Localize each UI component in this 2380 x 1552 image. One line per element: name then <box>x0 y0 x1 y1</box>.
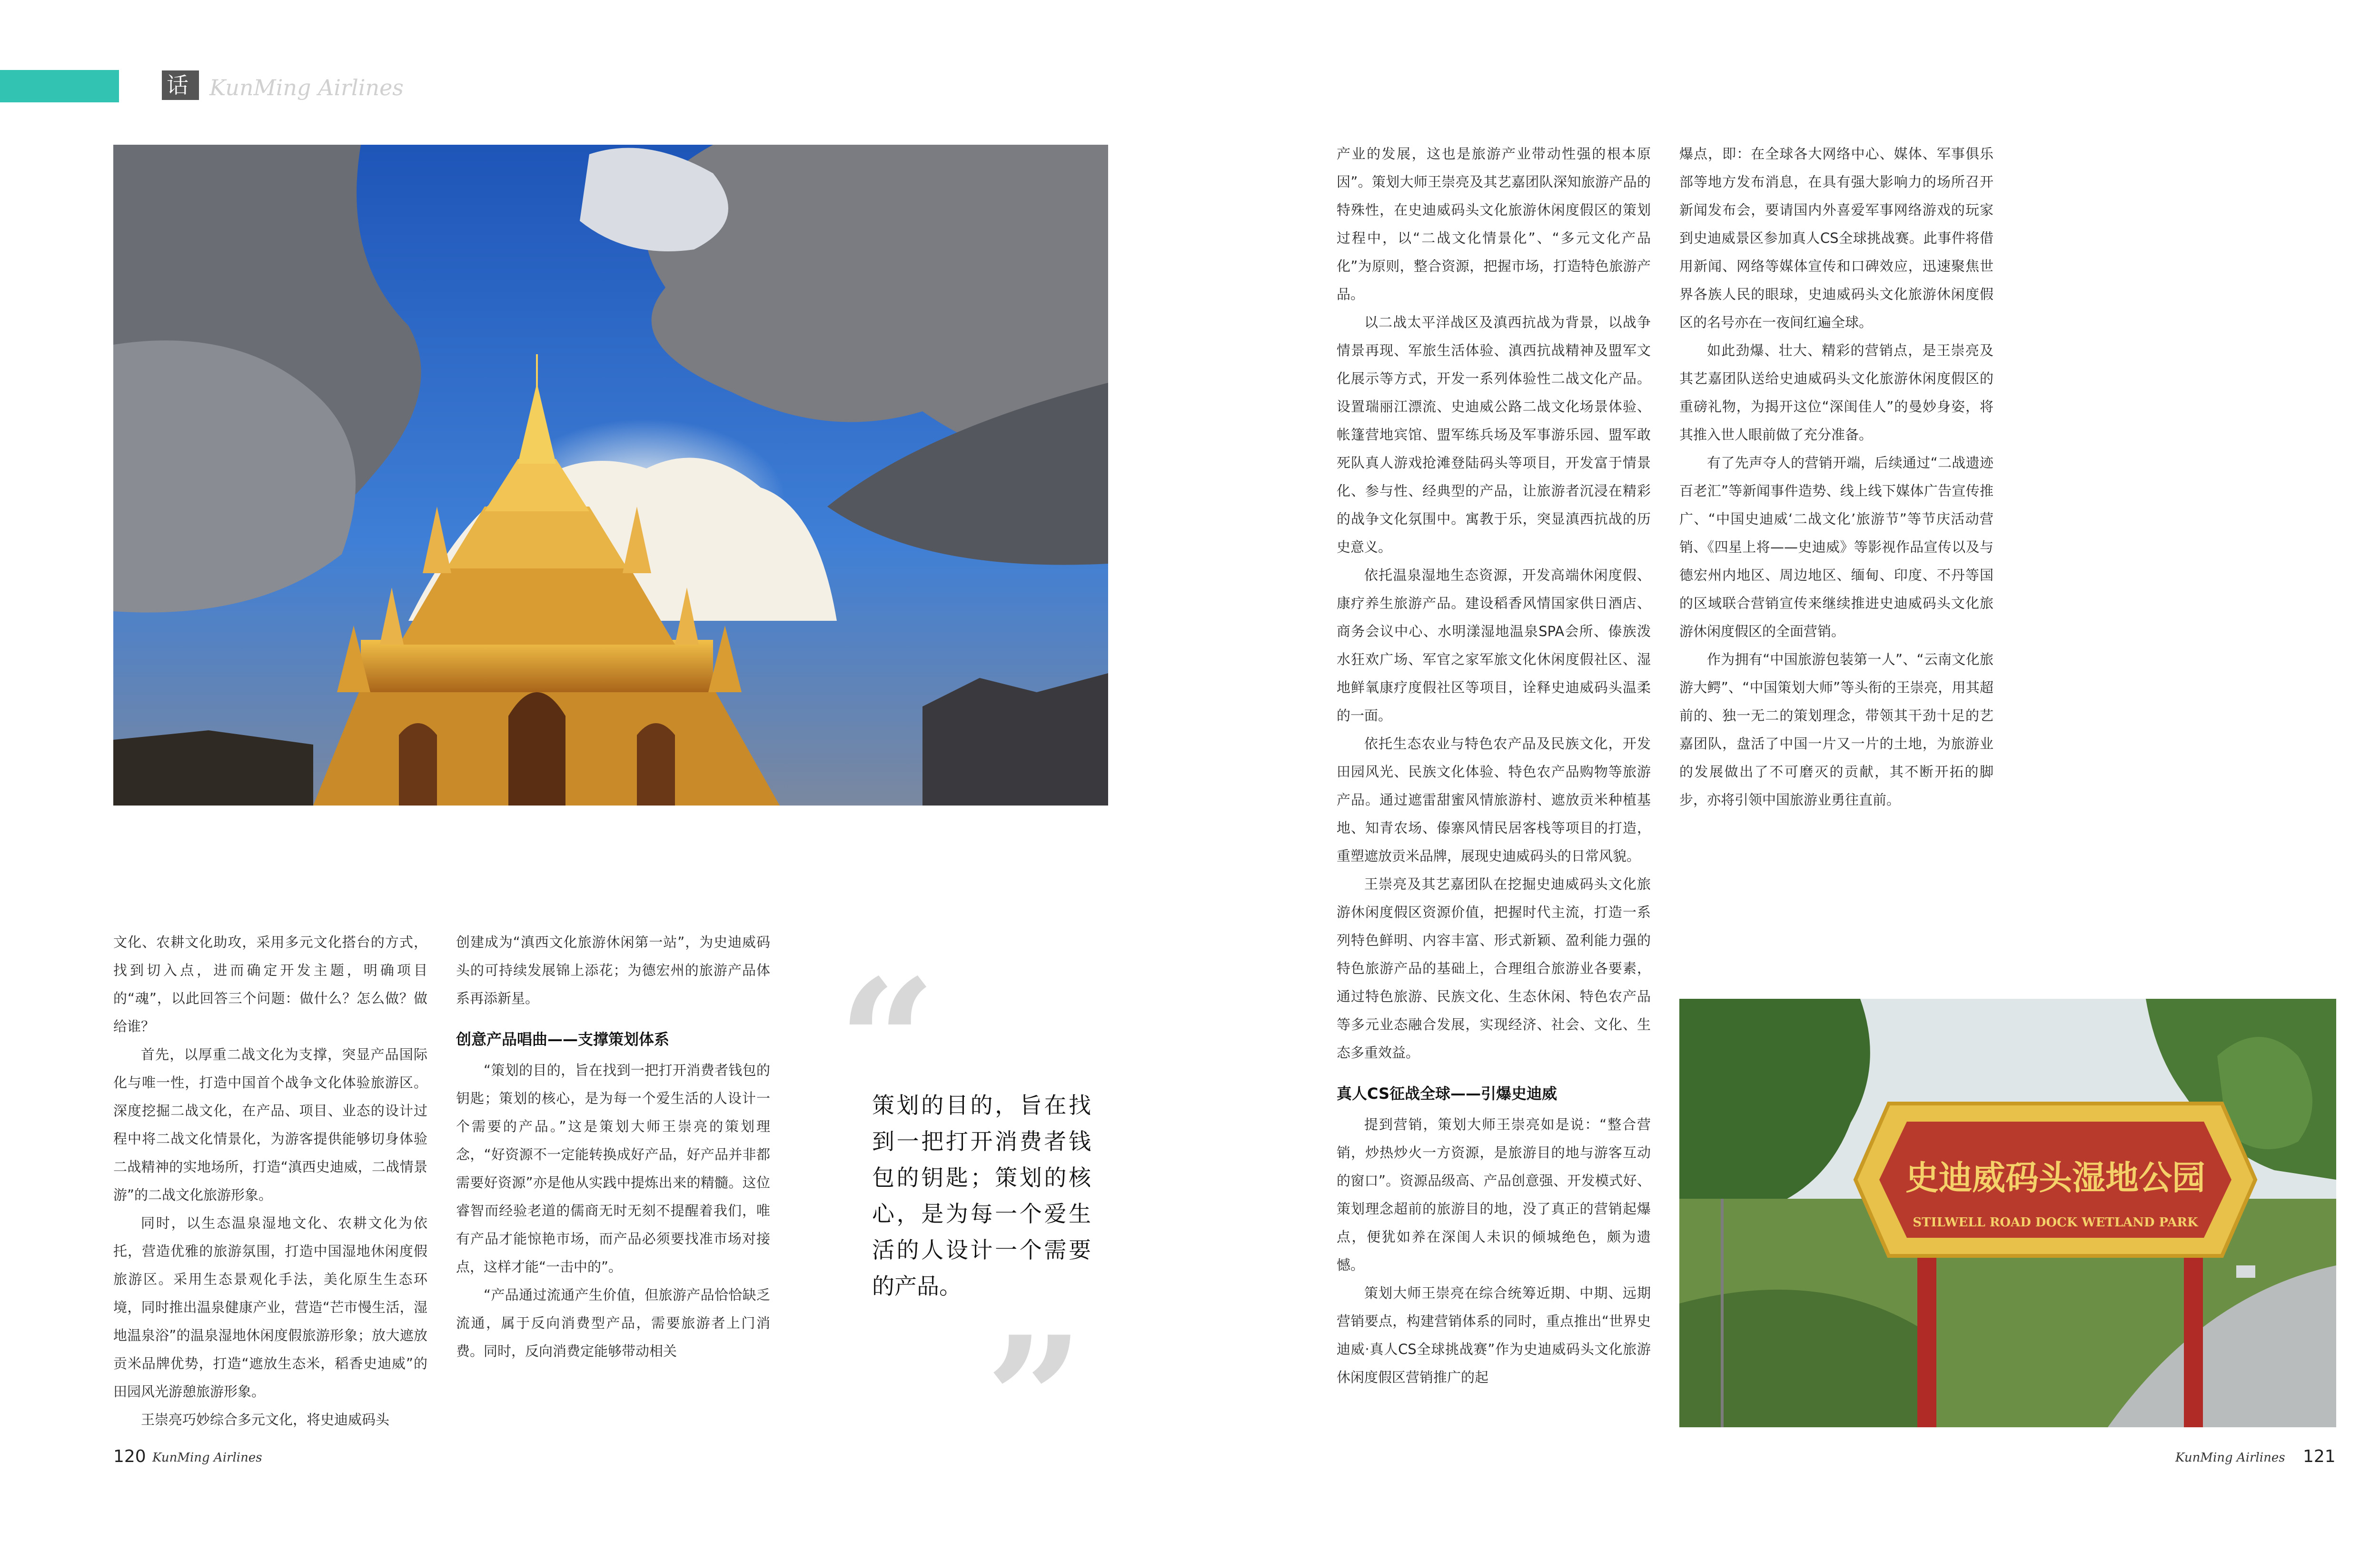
paragraph: 依托生态农业与特色农产品及民族文化，开发田园风光、民族文化体验、特色农产品购物等旅游产品。通过遮雷甜蜜风情旅游村、遮放贡米种植基地、知青农场、傣寨风情民居客栈等项目的打造，重塑遮放贡米品牌，展现史迪威码头的日常风貌。 <box>1337 736 1651 864</box>
temple-photo <box>113 145 1108 806</box>
paragraph: 如此劲爆、壮大、精彩的营销点，是王崇亮及其艺嘉团队送给史迪威码头文化旅游休闲度假区的重磅礼物，为揭开这位“深闺佳人”的曼妙身姿，将其推入世人眼前做了充分准备。 <box>1679 342 1993 443</box>
paragraph: 首先，以厚重二战文化为支撑，突显产品国际化与唯一性，打造中国首个战争文化体验旅游区。深度挖掘二战文化，在产品、项目、业态的设计过程中将二战文化情景化，为游客提供能够切身体验二战精神的实地场所，打造“滇西史迪威，二战情景游”的二战文化旅游形象。 <box>113 1046 427 1203</box>
paragraph: 王崇亮及其艺嘉团队在挖掘史迪威码头文化旅游休闲度假区资源价值，把握时代主流，打造一系列特色鲜明、内容丰富、形式新颖、盈利能力强的特色旅游产品的基础上，合理组合旅游业各要素，通过特色旅游、民族文化、生态休闲、特色农产品等多元业态融合发展，实现经济、社会、文化、生态多重效益。 <box>1337 876 1651 1061</box>
footer-brand-left: KunMing Airlines <box>152 1451 262 1465</box>
section-title-big: 对 <box>125 68 155 103</box>
text-column-3 <box>1337 140 1651 1392</box>
page-number-left: 120 <box>113 1447 146 1466</box>
sign-text-cn: 史迪威码头湿地公园 <box>1905 1158 2205 1197</box>
paragraph: “产品通过流通产生价值，但旅游产品恰恰缺乏流通，属于反向消费型产品，需要旅游者上门消费。同时，反向消费定能够带动相关 <box>456 1287 770 1359</box>
park-sign <box>1855 1104 2255 1256</box>
section-heading: 创意产品唱曲——支撑策划体系 <box>456 1030 670 1048</box>
temple-illustration <box>113 145 1108 806</box>
paragraph: “策划的目的，旨在找到一把打开消费者钱包的钥匙；策划的核心，是为每一个爱生活的人设计一个需要的产品。”这是策划大师王崇亮的策划理念，“好资源不一定能转换成好产品，好产品并非都需要好资源”亦是他从实践中提炼出来的精髓。这位睿智而经验老道的儒商无时无刻不提醒着我们，唯有产品才能惊艳市场，而产品必须要找准市场对接点，这样才能“一击中的”。 <box>456 1062 770 1275</box>
paragraph: 创建成为“滇西文化旅游休闲第一站”，为史迪威码头的可持续发展锦上添花；为德宏州的旅游产品体系再添新星。 <box>456 934 770 1006</box>
text-column-4 <box>1679 140 1993 814</box>
pull-quote: 策划的目的，旨在找到一把打开消费者钱包的钥匙；策划的核心，是为每一个爱生活的人设计一个需要的产品。 <box>872 1093 1091 1300</box>
close-quote-mark: ” <box>985 1299 1084 1500</box>
paragraph: 有了先声夺人的营销开端，后续通过“二战遗迹百老汇”等新闻事件造势、线上线下媒体广告宣传推广、“中国史迪威‘二战文化’旅游节”等节庆活动营销、《四星上将——史迪威》等影视作品宣传以及与德宏州内地区、周边地区、缅甸、印度、不丹等国的区域联合营销宣传来继续推进史迪威码头文化旅游休闲度假区的全面营销。 <box>1679 455 1993 639</box>
section-heading: 真人CS征战全球——引爆史迪威 <box>1337 1084 1557 1103</box>
sign-text-en: STILWELL ROAD DOCK WETLAND PARK <box>1913 1215 2198 1230</box>
paragraph: 爆点，即：在全球各大网络中心、媒体、军事俱乐部等地方发布消息，在具有强大影响力的场所召开新闻发布会，要请国内外喜爱军事网络游戏的玩家到史迪威景区参加真人CS全球挑战赛。此事件将借用新闻、网络等媒体宣传和口碑效应，迅速聚焦世界各族人民的眼球，史迪威码头文化旅游休闲度假区的名号亦在一夜间红遍全球。 <box>1679 146 1993 330</box>
paragraph: 产业的发展，这也是旅游产业带动性强的根本原因”。策划大师王崇亮及其艺嘉团队深知旅游产品的特殊性，在史迪威码头文化旅游休闲度假区的策划过程中，以“二战文化情景化”、“多元文化产品化”为原则，整合资源，把握市场，打造特色旅游产品。 <box>1337 146 1651 302</box>
paragraph: 王崇亮巧妙综合多元文化，将史迪威码头 <box>141 1412 390 1428</box>
paragraph: 以二战太平洋战区及滇西抗战为背景，以战争情景再现、军旅生活体验、滇西抗战精神及盟军文化展示等方式，开发一系列体验性二战文化产品。设置瑞丽江漂流、史迪威公路二战文化场景体验、帐篷营地宾馆、盟军练兵场及军事游乐园、盟军敢死队真人游戏抢滩登陆码头等项目，开发富于情景化、参与性、经典型的产品，让旅游者沉浸在精彩的战争文化氛围中。寓教于乐，突显滇西抗战的历史意义。 <box>1337 314 1651 555</box>
park-sign-illustration <box>1679 999 2336 1427</box>
brand-watermark: KunMing Airlines <box>209 75 404 100</box>
text-column-2 <box>456 928 770 1365</box>
paragraph: 提到营销，策划大师王崇亮如是说：“整合营销，炒热炒火一方资源，是旅游目的地与游客互动的窗口”。资源品级高、产品创意强、开发模式好、策划理念超前的旅游目的地，没了真正的营销起爆点，便犹如养在深闺人未识的倾城绝色，颇为遗憾。 <box>1337 1116 1651 1273</box>
page-number-right: 121 <box>2303 1447 2336 1466</box>
footer-brand-right: KunMing Airlines <box>2175 1451 2285 1465</box>
paragraph: 策划大师王崇亮在综合统筹近期、中期、远期营销要点，构建营销体系的同时，重点推出“世界史迪威·真人CS全球挑战赛”作为史迪威码头文化旅游休闲度假区营销推广的起 <box>1337 1285 1651 1385</box>
header-band <box>0 70 119 102</box>
paragraph: 依托温泉湿地生态资源，开发高端休闲度假、康疗养生旅游产品。建设稻香风情国家供日酒店、商务会议中心、水明漾湿地温泉SPA会所、傣族泼水狂欢广场、军官之家军旅文化休闲度假社区、湿地鲜氧康疗度假社区等项目，诠释史迪威码头温柔的一面。 <box>1337 567 1651 724</box>
wetland-sign-photo <box>1679 999 2336 1427</box>
paragraph: 作为拥有“中国旅游包装第一人”、“云南文化旅游大鳄”、“中国策划大师”等头衔的王崇亮，用其超前的、独一无二的策划理念，带领其干劲十足的艺嘉团队，盘活了中国一片又一片的土地，为旅游业的发展做出了不可磨灭的贡献，其不断开拓的脚步，亦将引领中国旅游业勇往直前。 <box>1679 651 1993 808</box>
text-column-1 <box>113 928 427 1434</box>
open-quote-mark: “ <box>838 942 937 1143</box>
paragraph: 同时，以生态温泉湿地文化、农耕文化为依托，营造优雅的旅游氛围，打造中国湿地休闲度假旅游区。采用生态景观化手法，美化原生生态环境，同时推出温泉健康产业，营造“芒市慢生活，湿地温泉浴”的温泉湿地休闲度假旅游形象；放大遮放贡米品牌优势，打造“遮放生态米，稻香史迪威”的田园风光游憩旅游形象。 <box>113 1215 427 1400</box>
section-title-small: 话 <box>167 72 188 98</box>
paragraph: 文化、农耕文化助攻，采用多元文化搭台的方式，找到切入点，进而确定开发主题，明确项目的“魂”，以此回答三个问题：做什么？怎么做？做给谁？ <box>113 934 427 1035</box>
